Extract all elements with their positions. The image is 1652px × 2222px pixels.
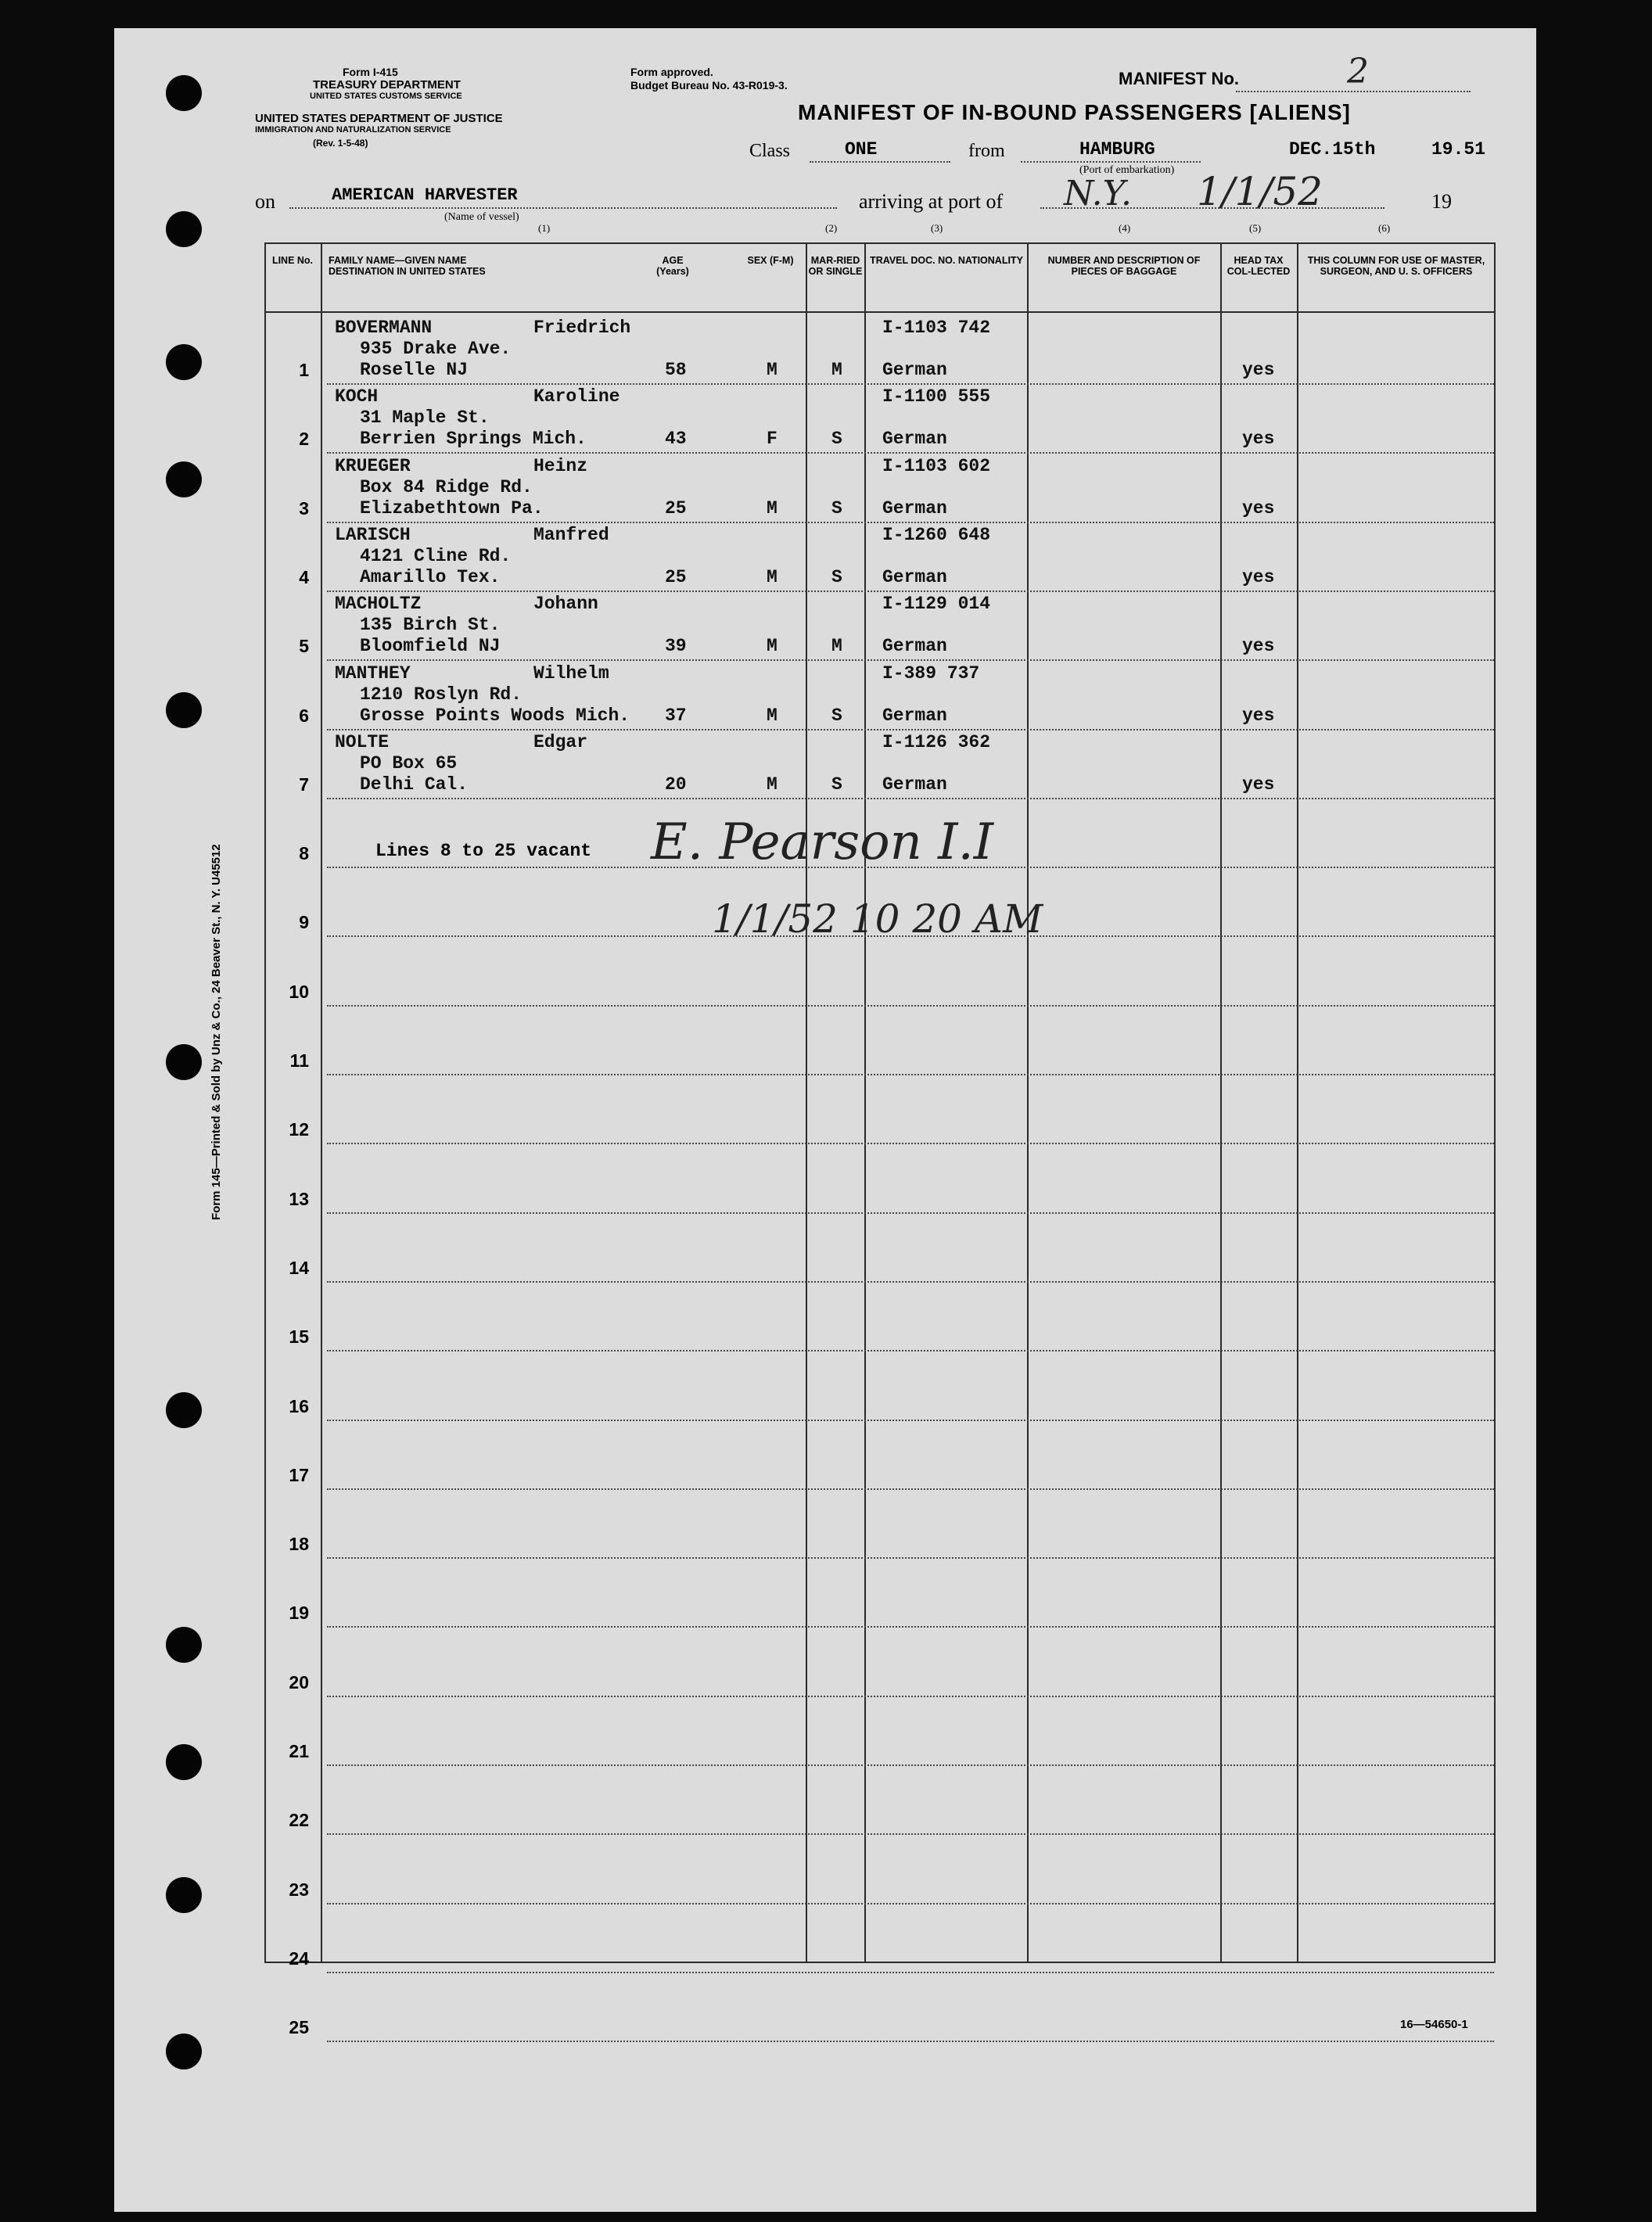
row-rule: [327, 1626, 1494, 1628]
passenger-family-name: KOCH: [335, 386, 379, 407]
passenger-nationality: German: [882, 636, 947, 657]
manifest-page: [114, 28, 1536, 2212]
passenger-nationality: German: [882, 497, 947, 519]
punch-hole: [166, 1877, 202, 1913]
dept-justice: UNITED STATES DEPARTMENT OF JUSTICE: [255, 112, 503, 125]
dept-customs: UNITED STATES CUSTOMS SERVICE: [310, 92, 462, 101]
line-number: 5: [299, 636, 309, 657]
arrival-rule: [1040, 207, 1384, 209]
passenger-given-name: Heinz: [533, 455, 588, 476]
row-rule: [327, 1005, 1494, 1007]
line-number: 13: [289, 1188, 309, 1209]
class-rule: [810, 161, 950, 163]
row-rule: [327, 1903, 1494, 1904]
revision: (Rev. 1-5-48): [313, 138, 368, 149]
col-header-name: FAMILY NAME—GIVEN NAME DESTINATION IN UNITED STATES: [329, 255, 486, 277]
head-tax-collected: yes: [1242, 429, 1275, 450]
passenger-family-name: LARISCH: [335, 524, 411, 545]
passenger-marital-status: S: [831, 774, 842, 795]
passenger-sex: M: [767, 705, 778, 726]
passenger-address: 135 Birch St.: [360, 615, 501, 636]
row-rule: [327, 383, 1494, 385]
line-number: 24: [289, 1947, 309, 1969]
form-code: 16—54650-1: [1400, 2018, 1468, 2031]
row-rule: [327, 798, 1494, 799]
manifest-no-value: 2: [1347, 52, 1369, 92]
passenger-marital-status: S: [831, 705, 842, 726]
passenger-address: 4121 Cline Rd.: [360, 545, 512, 566]
vessel-caption: (Name of vessel): [444, 211, 519, 223]
passenger-sex: M: [767, 774, 778, 795]
passenger-marital-status: S: [831, 566, 842, 587]
passenger-age: 39: [665, 636, 687, 657]
col-header-sex: SEX (F-M): [747, 255, 794, 266]
dept-immigration: IMMIGRATION AND NATURALIZATION SERVICE: [255, 125, 451, 135]
row-rule: [327, 590, 1494, 592]
column-divider: [806, 244, 807, 1963]
passenger-sex: M: [767, 360, 778, 380]
passenger-age: 43: [665, 429, 687, 450]
from-rule: [1021, 161, 1201, 163]
form-number: Form I-415: [343, 66, 398, 78]
printer-imprint: Form 145—Printed & Sold by Unz & Co., 24 Beaver St., N. Y. U45512: [210, 844, 223, 1220]
passenger-nationality: German: [882, 774, 947, 795]
passenger-city: Delhi Cal.: [360, 774, 469, 795]
col-number-2: (2): [825, 222, 838, 234]
passenger-sex: F: [767, 429, 778, 450]
approval-note: Form approved.: [630, 66, 713, 78]
passenger-family-name: BOVERMANN: [335, 318, 433, 338]
column-divider: [1220, 244, 1222, 1963]
manifest-no-rule: [1236, 91, 1471, 92]
dept-treasury: TREASURY DEPARTMENT: [313, 78, 461, 92]
on-label: on: [255, 190, 275, 213]
line-number: 12: [289, 1119, 309, 1140]
row-rule: [327, 729, 1494, 730]
col-header-travel-doc: TRAVEL DOC. NO. NATIONALITY: [870, 255, 1023, 266]
line-number: 20: [289, 1671, 309, 1693]
passenger-age: 25: [665, 566, 687, 587]
passenger-travel-doc: I-1129 014: [882, 594, 991, 615]
col-number-6: (6): [1378, 222, 1391, 234]
col-header-head-tax: HEAD TAX COL-LECTED: [1226, 255, 1291, 277]
passenger-nationality: German: [882, 360, 947, 380]
passenger-given-name: Karoline: [533, 386, 620, 407]
head-tax-collected: yes: [1242, 705, 1275, 726]
line-number: 6: [299, 705, 309, 726]
passenger-nationality: German: [882, 705, 947, 726]
passenger-travel-doc: I-1126 362: [882, 731, 991, 752]
punch-hole: [166, 1044, 202, 1080]
punch-hole: [166, 1744, 202, 1780]
arrival-port-hand: N.Y.: [1064, 174, 1133, 214]
inspector-signature: E. Pearson I.I: [651, 813, 994, 871]
line-number: 1: [299, 360, 309, 380]
line-number: 2: [299, 429, 309, 450]
row-rule: [327, 1764, 1494, 1766]
col-header-baggage: NUMBER AND DESCRIPTION OF PIECES OF BAGGAGE: [1047, 255, 1201, 277]
passenger-given-name: Manfred: [533, 524, 609, 545]
passenger-address: 1210 Roslyn Rd.: [360, 684, 523, 705]
row-rule: [327, 1281, 1494, 1283]
punch-hole: [166, 461, 202, 497]
page-title: MANIFEST OF IN-BOUND PASSENGERS [ALIENS]: [798, 100, 1351, 124]
line-number: 9: [299, 912, 309, 933]
line-number: 7: [299, 774, 309, 795]
line-number: 22: [289, 1810, 309, 1831]
passenger-given-name: Friedrich: [533, 318, 631, 338]
line-number: 17: [289, 1464, 309, 1485]
line-number: 14: [289, 1257, 309, 1278]
vacant-lines-note: Lines 8 to 25 vacant: [375, 841, 592, 861]
departure-date: DEC.15th: [1289, 139, 1376, 160]
line-number: 23: [289, 1879, 309, 1900]
passenger-family-name: NOLTE: [335, 731, 390, 752]
punch-hole: [166, 1392, 202, 1428]
col-header-age: AGE (Years): [656, 255, 689, 277]
row-rule: [327, 1972, 1494, 1973]
punch-hole: [166, 211, 202, 247]
passenger-address: 935 Drake Ave.: [360, 339, 512, 359]
passenger-given-name: Johann: [533, 594, 598, 615]
passenger-travel-doc: I-1103 742: [882, 318, 991, 338]
passenger-age: 25: [665, 497, 687, 519]
row-rule: [327, 1696, 1494, 1697]
table-top-border: [264, 242, 1496, 244]
arriving-label: arriving at port of: [859, 190, 1004, 213]
head-tax-collected: yes: [1242, 566, 1275, 587]
line-number: 4: [299, 566, 309, 587]
passenger-age: 20: [665, 774, 687, 795]
row-rule: [327, 659, 1494, 661]
vessel-rule: [289, 207, 837, 209]
punch-hole: [166, 75, 202, 111]
passenger-city: Amarillo Tex.: [360, 566, 501, 587]
passenger-travel-doc: I-1103 602: [882, 455, 991, 476]
manifest-no-label: MANIFEST No.: [1119, 69, 1239, 88]
passenger-city: Elizabethtown Pa.: [360, 497, 544, 519]
passenger-travel-doc: I-1100 555: [882, 386, 991, 407]
column-divider: [1297, 244, 1298, 1963]
row-rule: [327, 1143, 1494, 1144]
passenger-address: PO Box 65: [360, 752, 458, 774]
head-tax-collected: yes: [1242, 636, 1275, 657]
punch-hole: [166, 2034, 202, 2069]
passenger-age: 58: [665, 360, 687, 380]
passenger-family-name: MACHOLTZ: [335, 594, 422, 615]
budget-bureau: Budget Bureau No. 43-R019-3.: [630, 79, 788, 92]
passenger-marital-status: S: [831, 497, 842, 519]
punch-hole: [166, 344, 202, 380]
from-label: from: [968, 141, 1005, 161]
class-label: Class: [749, 141, 791, 161]
arrival-year-blank: 19: [1431, 190, 1452, 213]
col-number-4: (4): [1119, 222, 1131, 234]
passenger-address: Box 84 Ridge Rd.: [360, 476, 533, 497]
arrival-date-hand: 1/1/52: [1197, 169, 1323, 214]
row-rule: [327, 452, 1494, 454]
row-rule: [327, 522, 1494, 523]
col-number-5: (5): [1249, 222, 1262, 234]
passenger-given-name: Wilhelm: [533, 662, 609, 684]
row-rule: [327, 1420, 1494, 1421]
head-tax-collected: yes: [1242, 360, 1275, 380]
passenger-city: Roselle NJ: [360, 360, 469, 380]
passenger-marital-status: M: [831, 360, 842, 380]
punch-hole: [166, 1627, 202, 1663]
line-number: 3: [299, 497, 309, 519]
col-header-line: LINE No.: [271, 255, 314, 266]
passenger-sex: M: [767, 636, 778, 657]
passenger-nationality: German: [882, 429, 947, 450]
col-header-married: MAR-RIED OR SINGLE: [808, 255, 863, 277]
passenger-travel-doc: I-389 737: [882, 662, 980, 684]
row-rule: [327, 1557, 1494, 1559]
head-tax-collected: yes: [1242, 774, 1275, 795]
passenger-address: 31 Maple St.: [360, 407, 490, 429]
passenger-family-name: KRUEGER: [335, 455, 411, 476]
passenger-city: Bloomfield NJ: [360, 636, 501, 657]
passenger-age: 37: [665, 705, 687, 726]
passenger-travel-doc: I-1260 648: [882, 524, 991, 545]
departure-year: 19.51: [1431, 139, 1486, 160]
punch-hole: [166, 692, 202, 728]
inspection-stamp: 1/1/52 10 20 AM: [712, 896, 1043, 942]
row-rule: [327, 1488, 1494, 1490]
col-header-officers: THIS COLUMN FOR USE OF MASTER, SURGEON, AND U. S. OFFICERS: [1307, 255, 1485, 277]
row-rule: [327, 2041, 1494, 2042]
line-number: 10: [289, 981, 309, 1002]
head-tax-collected: yes: [1242, 497, 1275, 519]
column-divider: [864, 244, 866, 1963]
table-right-border: [1494, 244, 1496, 1963]
line-number: 18: [289, 1534, 309, 1555]
port-caption: (Port of embarkation): [1079, 164, 1175, 176]
passenger-city: Berrien Springs Mich.: [360, 429, 587, 450]
passenger-nationality: German: [882, 566, 947, 587]
row-rule: [327, 1350, 1494, 1352]
row-rule: [327, 1833, 1494, 1835]
line-number: 11: [289, 1050, 309, 1071]
col-number-3: (3): [931, 222, 943, 234]
passenger-marital-status: M: [831, 636, 842, 657]
column-divider: [321, 244, 322, 1963]
passenger-family-name: MANTHEY: [335, 662, 411, 684]
passenger-marital-status: S: [831, 429, 842, 450]
col-number-1: (1): [538, 222, 551, 234]
passenger-sex: M: [767, 566, 778, 587]
line-number: 21: [289, 1741, 309, 1761]
passenger-sex: M: [767, 497, 778, 519]
class-value: ONE: [845, 139, 878, 160]
passenger-city: Grosse Points Woods Mich.: [360, 705, 630, 726]
line-number: 8: [299, 843, 309, 864]
vessel-name: AMERICAN HARVESTER: [332, 185, 518, 205]
embark-port: HAMBURG: [1079, 139, 1155, 160]
table-bottom-border: [264, 1962, 1496, 1963]
passenger-given-name: Edgar: [533, 731, 588, 752]
line-number: 19: [289, 1603, 309, 1624]
table-header-border: [264, 311, 1496, 313]
row-rule: [327, 1074, 1494, 1075]
row-rule: [327, 1212, 1494, 1214]
line-number: 25: [289, 2017, 309, 2038]
line-number: 15: [289, 1326, 309, 1348]
line-number: 16: [289, 1395, 309, 1416]
column-divider: [1027, 244, 1029, 1963]
